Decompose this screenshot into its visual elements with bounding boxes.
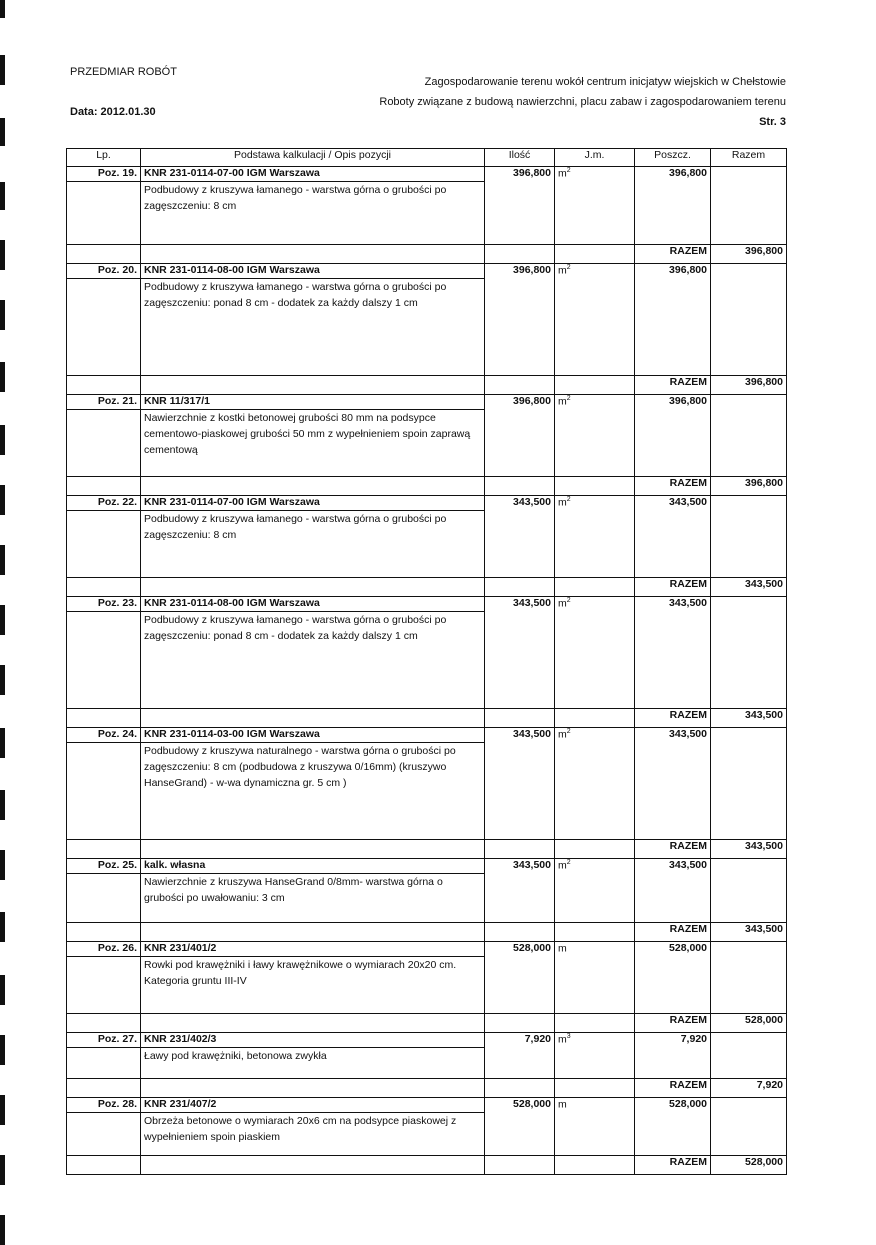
unit-base: m bbox=[558, 395, 567, 408]
item-sum-row bbox=[67, 840, 787, 859]
item-partial: 7,920 bbox=[635, 1033, 711, 1079]
item-row bbox=[67, 496, 787, 511]
item-sum-row bbox=[67, 578, 787, 597]
item-description: Podbudowy z kruszywa łamanego - warstwa górna o grubości po zagęszczeniu: 8 cm bbox=[141, 182, 485, 245]
razem-label: RAZEM bbox=[635, 1079, 711, 1098]
razem-label: RAZEM bbox=[635, 923, 711, 942]
scan-edge-mark bbox=[0, 118, 5, 146]
sum-blank bbox=[67, 709, 141, 728]
sum-blank bbox=[555, 1014, 635, 1033]
sum-blank bbox=[485, 840, 555, 859]
sum-blank bbox=[555, 840, 635, 859]
unit-base: m bbox=[558, 597, 567, 610]
item-row bbox=[67, 859, 787, 874]
item-partial: 343,500 bbox=[635, 859, 711, 923]
razem-label: RAZEM bbox=[635, 1014, 711, 1033]
item-quantity: 528,000 bbox=[485, 942, 555, 1014]
item-sum-row bbox=[67, 1014, 787, 1033]
item-row bbox=[67, 167, 787, 182]
sum-blank bbox=[485, 923, 555, 942]
razem-label: RAZEM bbox=[635, 840, 711, 859]
item-total: 528,000 bbox=[711, 1014, 787, 1033]
item-lp-blank bbox=[67, 410, 141, 477]
column-header-total: Razem bbox=[711, 149, 787, 167]
item-unit bbox=[555, 942, 635, 1014]
document-subtitle: Roboty związane z budową nawierzchni, placu zabaw i zagospodarowaniem terenu bbox=[379, 96, 786, 108]
sum-blank bbox=[67, 1014, 141, 1033]
scan-edge-mark bbox=[0, 1215, 5, 1245]
column-header-basis: Podstawa kalkulacji / Opis pozycji bbox=[141, 149, 485, 167]
item-description: Nawierzchnie z kostki betonowej grubości 80 mm na podsypce cementowo-piaskowej grubości 50 mm z wypełnieniem spoin zaprawą cementową bbox=[141, 410, 485, 477]
unit-exponent: 2 bbox=[566, 597, 571, 604]
scan-edge-mark bbox=[0, 55, 5, 85]
scan-edge-mark bbox=[0, 362, 5, 392]
item-number: Poz. 25. bbox=[67, 859, 141, 874]
unit-base: m bbox=[558, 1033, 567, 1046]
unit-exponent: 2 bbox=[566, 395, 571, 402]
sum-blank bbox=[555, 578, 635, 597]
sum-blank bbox=[555, 245, 635, 264]
item-description: Podbudowy z kruszywa łamanego - warstwa górna o grubości po zagęszczeniu: 8 cm bbox=[141, 511, 485, 578]
sum-blank bbox=[141, 578, 485, 597]
item-total: 343,500 bbox=[711, 923, 787, 942]
item-total-blank bbox=[711, 728, 787, 840]
scan-edge-mark bbox=[0, 182, 5, 210]
item-total: 528,000 bbox=[711, 1156, 787, 1175]
item-code: KNR 11/317/1 bbox=[141, 395, 485, 410]
item-sum-row bbox=[67, 1079, 787, 1098]
item-partial: 396,800 bbox=[635, 167, 711, 245]
item-total-blank bbox=[711, 264, 787, 376]
item-total: 396,800 bbox=[711, 376, 787, 395]
item-sum-row bbox=[67, 376, 787, 395]
item-unit bbox=[555, 597, 635, 709]
sum-blank bbox=[485, 578, 555, 597]
item-quantity: 7,920 bbox=[485, 1033, 555, 1079]
item-total-blank bbox=[711, 496, 787, 578]
sum-blank bbox=[67, 1079, 141, 1098]
item-sum-row bbox=[67, 477, 787, 496]
item-quantity: 343,500 bbox=[485, 859, 555, 923]
column-header-qty: Ilość bbox=[485, 149, 555, 167]
scan-edge-mark bbox=[0, 790, 5, 820]
cost-estimate-table bbox=[66, 148, 787, 1175]
item-number: Poz. 27. bbox=[67, 1033, 141, 1048]
scan-edge-mark bbox=[0, 850, 5, 880]
scan-edge-mark bbox=[0, 605, 5, 635]
item-lp-blank bbox=[67, 1048, 141, 1079]
item-sum-row bbox=[67, 923, 787, 942]
sum-blank bbox=[141, 245, 485, 264]
scan-edge-mark bbox=[0, 1155, 5, 1185]
item-partial: 343,500 bbox=[635, 597, 711, 709]
item-code: KNR 231/401/2 bbox=[141, 942, 485, 957]
item-lp-blank bbox=[67, 279, 141, 376]
item-sum-row bbox=[67, 1156, 787, 1175]
razem-label: RAZEM bbox=[635, 709, 711, 728]
item-lp-blank bbox=[67, 874, 141, 923]
item-row bbox=[67, 1033, 787, 1048]
item-total-blank bbox=[711, 597, 787, 709]
item-quantity: 396,800 bbox=[485, 167, 555, 245]
scan-edge-mark bbox=[0, 728, 5, 758]
razem-label: RAZEM bbox=[635, 376, 711, 395]
item-partial: 396,800 bbox=[635, 264, 711, 376]
item-number: Poz. 23. bbox=[67, 597, 141, 612]
sum-blank bbox=[555, 1079, 635, 1098]
item-code: KNR 231-0114-07-00 IGM Warszawa bbox=[141, 167, 485, 182]
item-total-blank bbox=[711, 942, 787, 1014]
item-quantity: 343,500 bbox=[485, 597, 555, 709]
item-unit bbox=[555, 1033, 635, 1079]
item-row bbox=[67, 942, 787, 957]
item-description: Ławy pod krawężniki, betonowa zwykła bbox=[141, 1048, 485, 1079]
item-code: KNR 231-0114-08-00 IGM Warszawa bbox=[141, 264, 485, 279]
sum-blank bbox=[141, 1014, 485, 1033]
sum-blank bbox=[67, 1156, 141, 1175]
item-description: Podbudowy z kruszywa łamanego - warstwa górna o grubości po zagęszczeniu: ponad 8 cm - dodatek za każdy dalszy 1 cm bbox=[141, 279, 485, 376]
item-description: Podbudowy z kruszywa łamanego - warstwa górna o grubości po zagęszczeniu: ponad 8 cm - dodatek za każdy dalszy 1 cm bbox=[141, 612, 485, 709]
sum-blank bbox=[67, 245, 141, 264]
sum-blank bbox=[485, 1156, 555, 1175]
item-description: Podbudowy z kruszywa naturalnego - warstwa górna o grubości po zagęszczeniu: 8 cm (podbudowa z kruszywa 0/16mm) (kruszywo HanseGrand) - w-wa dynamiczna gr. 5 cm ) bbox=[141, 743, 485, 840]
sum-blank bbox=[485, 376, 555, 395]
sum-blank bbox=[485, 1014, 555, 1033]
scan-edge-mark bbox=[0, 0, 5, 18]
razem-label: RAZEM bbox=[635, 477, 711, 496]
scan-edge-mark bbox=[0, 425, 5, 455]
item-lp-blank bbox=[67, 182, 141, 245]
item-number: Poz. 20. bbox=[67, 264, 141, 279]
item-row bbox=[67, 264, 787, 279]
unit-base: m bbox=[558, 496, 567, 509]
item-lp-blank bbox=[67, 743, 141, 840]
item-number: Poz. 21. bbox=[67, 395, 141, 410]
unit-exponent: 3 bbox=[566, 1033, 571, 1040]
sum-blank bbox=[555, 709, 635, 728]
item-lp-blank bbox=[67, 612, 141, 709]
scan-edge-mark bbox=[0, 485, 5, 515]
item-quantity: 528,000 bbox=[485, 1098, 555, 1156]
item-code: kalk. własna bbox=[141, 859, 485, 874]
sum-blank bbox=[555, 376, 635, 395]
item-row bbox=[67, 1098, 787, 1113]
item-partial: 343,500 bbox=[635, 496, 711, 578]
item-unit bbox=[555, 1098, 635, 1156]
scan-edge-mark bbox=[0, 300, 5, 330]
item-code: KNR 231-0114-07-00 IGM Warszawa bbox=[141, 496, 485, 511]
item-description: Rowki pod krawężniki i ławy krawężnikowe o wymiarach 20x20 cm. Kategoria gruntu III-IV bbox=[141, 957, 485, 1014]
page-number: Str. 3 bbox=[759, 116, 786, 128]
item-partial: 343,500 bbox=[635, 728, 711, 840]
document-title: PRZEDMIAR ROBÓT bbox=[70, 66, 177, 78]
sum-blank bbox=[485, 709, 555, 728]
item-partial: 528,000 bbox=[635, 942, 711, 1014]
sum-blank bbox=[141, 1156, 485, 1175]
item-unit bbox=[555, 395, 635, 477]
scan-edge-mark bbox=[0, 1095, 5, 1125]
item-lp-blank bbox=[67, 957, 141, 1014]
sum-blank bbox=[555, 1156, 635, 1175]
item-sum-row bbox=[67, 709, 787, 728]
sum-blank bbox=[67, 578, 141, 597]
item-total: 343,500 bbox=[711, 709, 787, 728]
sum-blank bbox=[67, 923, 141, 942]
item-partial: 396,800 bbox=[635, 395, 711, 477]
sum-blank bbox=[141, 840, 485, 859]
razem-label: RAZEM bbox=[635, 1156, 711, 1175]
item-lp-blank bbox=[67, 511, 141, 578]
razem-label: RAZEM bbox=[635, 245, 711, 264]
unit-base: m bbox=[558, 859, 567, 872]
sum-blank bbox=[555, 923, 635, 942]
item-code: KNR 231/407/2 bbox=[141, 1098, 485, 1113]
item-number: Poz. 24. bbox=[67, 728, 141, 743]
unit-exponent: 2 bbox=[566, 264, 571, 271]
unit-base: m bbox=[558, 728, 567, 741]
item-code: KNR 231-0114-03-00 IGM Warszawa bbox=[141, 728, 485, 743]
item-quantity: 343,500 bbox=[485, 496, 555, 578]
sum-blank bbox=[141, 1079, 485, 1098]
item-partial: 528,000 bbox=[635, 1098, 711, 1156]
item-total: 7,920 bbox=[711, 1079, 787, 1098]
sum-blank bbox=[555, 477, 635, 496]
item-unit bbox=[555, 167, 635, 245]
scan-edge-mark bbox=[0, 912, 5, 942]
sum-blank bbox=[141, 477, 485, 496]
item-sum-row bbox=[67, 245, 787, 264]
item-quantity: 396,800 bbox=[485, 264, 555, 376]
item-total-blank bbox=[711, 859, 787, 923]
item-total: 396,800 bbox=[711, 245, 787, 264]
table-header-row bbox=[67, 149, 787, 167]
column-header-lp: Lp. bbox=[67, 149, 141, 167]
unit-exponent: 2 bbox=[566, 728, 571, 735]
item-lp-blank bbox=[67, 1113, 141, 1156]
column-header-partial: Poszcz. bbox=[635, 149, 711, 167]
razem-label: RAZEM bbox=[635, 578, 711, 597]
item-description: Nawierzchnie z kruszywa HanseGrand 0/8mm- warstwa górna o grubości po uwałowaniu: 3 cm bbox=[141, 874, 485, 923]
item-unit bbox=[555, 264, 635, 376]
sum-blank bbox=[67, 477, 141, 496]
scan-edge-mark bbox=[0, 545, 5, 575]
item-total: 396,800 bbox=[711, 477, 787, 496]
sum-blank bbox=[67, 376, 141, 395]
sum-blank bbox=[141, 376, 485, 395]
unit-base: m bbox=[558, 264, 567, 277]
sum-blank bbox=[485, 245, 555, 264]
item-code: KNR 231/402/3 bbox=[141, 1033, 485, 1048]
item-total-blank bbox=[711, 167, 787, 245]
item-number: Poz. 22. bbox=[67, 496, 141, 511]
scan-edge-mark bbox=[0, 240, 5, 270]
column-header-unit: J.m. bbox=[555, 149, 635, 167]
item-code: KNR 231-0114-08-00 IGM Warszawa bbox=[141, 597, 485, 612]
item-number: Poz. 28. bbox=[67, 1098, 141, 1113]
item-unit bbox=[555, 728, 635, 840]
unit-base: m bbox=[558, 942, 567, 955]
unit-base: m bbox=[558, 1098, 567, 1111]
sum-blank bbox=[67, 840, 141, 859]
sum-blank bbox=[485, 477, 555, 496]
project-title: Zagospodarowanie terenu wokół centrum inicjatyw wiejskich w Chełstowie bbox=[424, 76, 786, 88]
item-total-blank bbox=[711, 1033, 787, 1079]
item-total: 343,500 bbox=[711, 840, 787, 859]
unit-base: m bbox=[558, 167, 567, 180]
item-total-blank bbox=[711, 395, 787, 477]
item-number: Poz. 19. bbox=[67, 167, 141, 182]
unit-exponent: 2 bbox=[566, 496, 571, 503]
item-quantity: 343,500 bbox=[485, 728, 555, 840]
sum-blank bbox=[485, 1079, 555, 1098]
item-number: Poz. 26. bbox=[67, 942, 141, 957]
item-row bbox=[67, 597, 787, 612]
document-date: Data: 2012.01.30 bbox=[70, 106, 156, 118]
item-total: 343,500 bbox=[711, 578, 787, 597]
unit-exponent: 2 bbox=[566, 859, 571, 866]
item-unit bbox=[555, 859, 635, 923]
item-unit bbox=[555, 496, 635, 578]
item-total-blank bbox=[711, 1098, 787, 1156]
scan-edge-mark bbox=[0, 1035, 5, 1065]
item-quantity: 396,800 bbox=[485, 395, 555, 477]
item-row bbox=[67, 395, 787, 410]
scan-edge-mark bbox=[0, 665, 5, 695]
unit-exponent: 2 bbox=[566, 167, 571, 174]
item-description: Obrzeża betonowe o wymiarach 20x6 cm na podsypce piaskowej z wypełnieniem spoin piaskiem bbox=[141, 1113, 485, 1156]
sum-blank bbox=[141, 923, 485, 942]
scan-edge-mark bbox=[0, 975, 5, 1005]
item-row bbox=[67, 728, 787, 743]
sum-blank bbox=[141, 709, 485, 728]
